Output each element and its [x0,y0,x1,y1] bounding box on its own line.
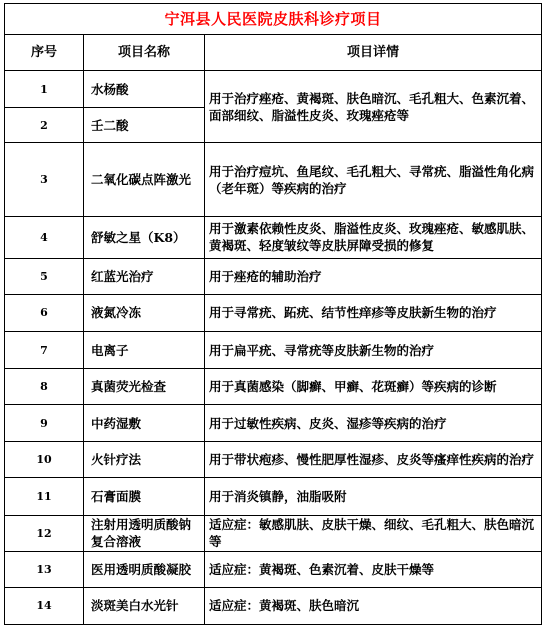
row-index: 14 [5,587,84,624]
header-row [5,35,542,71]
header-detail: 项目详情 [205,35,542,71]
row-index: 12 [5,515,84,551]
row-name: 红蓝光治疗 [84,258,205,294]
row-detail: 用于过敏性疾病、皮炎、湿疹等疾病的治疗 [205,405,542,442]
row-detail: 用于寻常疣、跖疣、结节性痒疹等皮肤新生物的治疗 [205,294,542,331]
row-detail: 用于激素依赖性皮炎、脂溢性皮炎、玫瑰痤疮、敏感肌肤、黄褐斑、轻度皱纹等皮肤屏障受损的修复 [205,216,542,258]
table-title: 宁洱县人民医院皮肤科诊疗项目 [5,4,542,35]
table-row [5,294,542,331]
header-name: 项目名称 [84,35,205,71]
project-table [4,3,542,625]
table-row [5,258,542,294]
row-detail: 用于消炎镇静，油脂吸附 [205,478,542,515]
row-name: 医用透明质酸凝胶 [84,551,205,587]
row-index: 13 [5,551,84,587]
table-row [5,587,542,624]
table-row [5,143,542,216]
row-index: 6 [5,294,84,331]
row-name: 火针疗法 [84,442,205,478]
row-index: 11 [5,478,84,515]
row-name: 真菌荧光检查 [84,369,205,405]
table-row [5,332,542,369]
table-row [5,442,542,478]
row-index: 4 [5,216,84,258]
row-index: 10 [5,442,84,478]
table-row [5,216,542,258]
table-row [5,71,542,108]
row-detail: 用于治疗痘坑、鱼尾纹、毛孔粗大、寻常疣、脂溢性角化病（老年斑）等疾病的治疗 [205,143,542,216]
row-detail: 用于治疗痤疮、黄褐斑、肤色暗沉、毛孔粗大、色素沉着、面部细纹、脂溢性皮炎、玫瑰痤疮等 [205,71,542,143]
row-name: 水杨酸 [84,71,205,108]
row-detail: 适应症：敏感肌肤、皮肤干燥、细纹、毛孔粗大、肤色暗沉等 [205,515,542,551]
row-detail: 用于带状疱疹、慢性肥厚性湿疹、皮炎等瘙痒性疾病的治疗 [205,442,542,478]
table-row [5,478,542,515]
row-detail: 用于痤疮的辅助治疗 [205,258,542,294]
row-name: 壬二酸 [84,108,205,143]
row-name: 舒敏之星（K8） [84,216,205,258]
row-index: 3 [5,143,84,216]
row-name: 淡斑美白水光针 [84,587,205,624]
row-detail: 适应症：黄褐斑、肤色暗沉 [205,587,542,624]
header-index: 序号 [5,35,84,71]
row-name: 二氧化碳点阵激光 [84,143,205,216]
row-index: 7 [5,332,84,369]
row-index: 8 [5,369,84,405]
row-detail: 用于真菌感染（脚癣、甲癣、花斑癣）等疾病的诊断 [205,369,542,405]
row-index: 1 [5,71,84,108]
table-row [5,515,542,551]
row-index: 5 [5,258,84,294]
table-row [5,551,542,587]
row-name: 注射用透明质酸钠复合溶液 [84,515,205,551]
table-row [5,369,542,405]
row-name: 液氮冷冻 [84,294,205,331]
row-name: 中药湿敷 [84,405,205,442]
row-index: 9 [5,405,84,442]
table-row [5,405,542,442]
row-name: 电离子 [84,332,205,369]
row-detail: 用于扁平疣、寻常疣等皮肤新生物的治疗 [205,332,542,369]
row-name: 石膏面膜 [84,478,205,515]
row-detail: 适应症：黄褐斑、色素沉着、皮肤干燥等 [205,551,542,587]
row-index: 2 [5,108,84,143]
